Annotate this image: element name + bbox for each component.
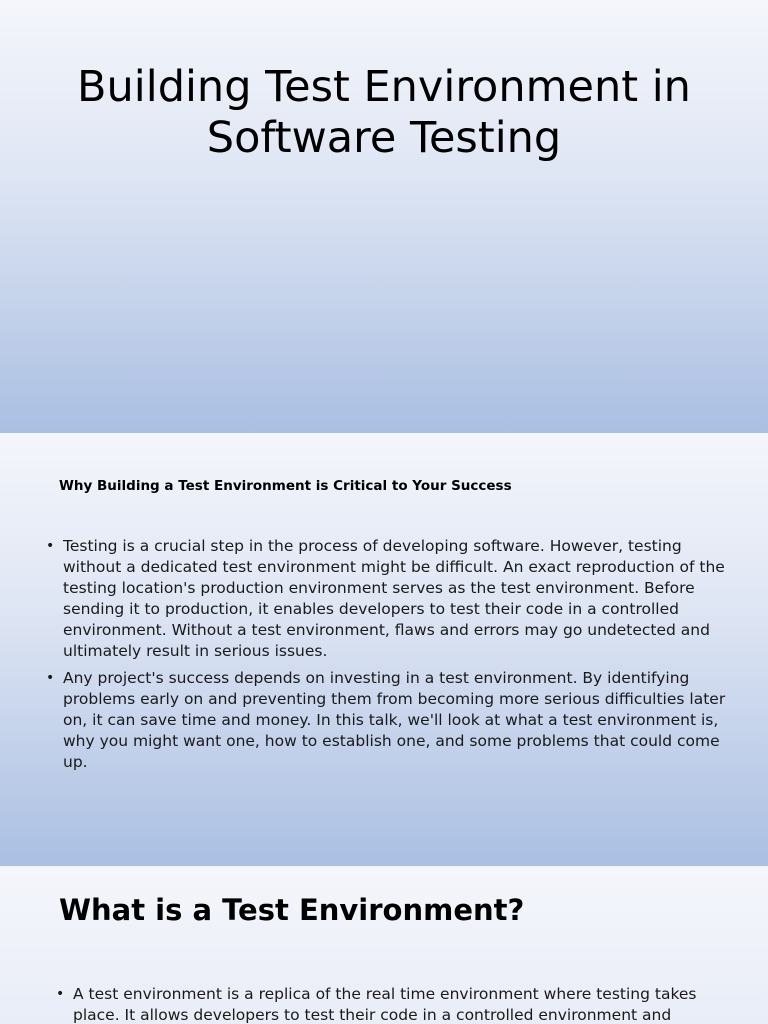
slide-what-is-test-environment	[0, 866, 768, 1024]
bullet-icon: •	[46, 670, 55, 686]
slide-why-critical	[0, 433, 768, 866]
bullet-text: Testing is a crucial step in the process of developing software. However, testing without a dedicated test environment might be difficult. An exact reproduction of the testing location's production environment serves as the test environment. Before sending it to production, it enables developers to test their code in a controlled environment. Without a test environment, flaws and errors may go undetected and ultimately result in serious issues.	[63, 537, 725, 660]
slide-title	[0, 0, 768, 433]
bullet-list	[46, 536, 736, 779]
presentation-title: Building Test Environment in Software Testing	[77, 62, 691, 163]
bullet-list	[56, 984, 736, 1024]
bullet-icon: •	[56, 986, 65, 1002]
bullet-text: A test environment is a replica of the real time environment where testing takes place. It allows developers to test their code in a controlled environment and	[73, 985, 697, 1024]
list-item	[46, 668, 736, 773]
slide-heading: Why Building a Test Environment is Critical to Your Success	[59, 478, 512, 494]
bullet-icon: •	[46, 538, 55, 554]
bullet-text: Any project's success depends on investing in a test environment. By identifying problems early on and preventing them from becoming more serious difficulties later on, it can save time and money. In this talk, we'll look at what a test environment is, why you might want one, how to establish one, and some problems that could come up.	[63, 669, 726, 771]
list-item	[56, 984, 736, 1024]
slide-heading: What is a Test Environment?	[59, 893, 525, 927]
list-item	[46, 536, 736, 662]
